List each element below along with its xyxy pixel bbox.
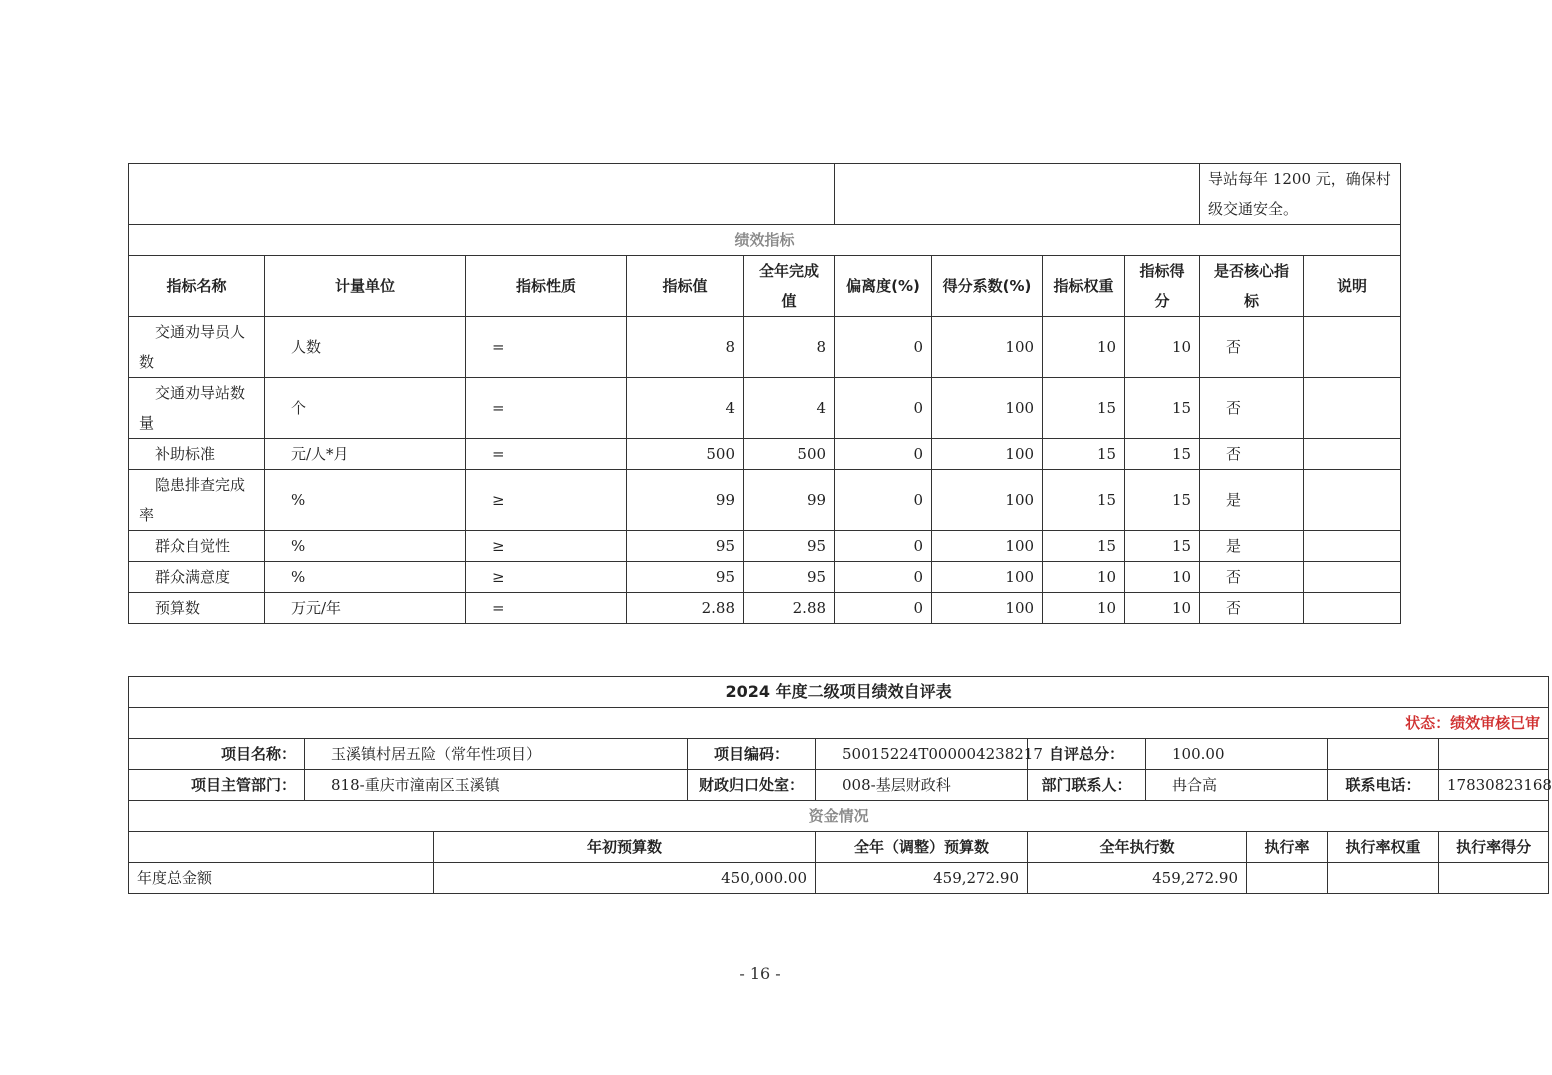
execution-rate-weight: [1328, 863, 1439, 894]
score-coefficient: 100: [932, 378, 1043, 439]
nature: ≥: [466, 470, 627, 531]
table-row: [129, 531, 1401, 562]
score: 10: [1125, 593, 1200, 624]
unit: 人数: [265, 317, 466, 378]
core-flag: 是: [1200, 531, 1304, 562]
adjusted-budget: 459,272.90: [816, 863, 1028, 894]
deviation: 0: [835, 470, 932, 531]
note: [1304, 317, 1401, 378]
dept-label: 项目主管部门：: [129, 770, 305, 801]
actual-value: 95: [744, 562, 835, 593]
score: 15: [1125, 531, 1200, 562]
actual-value: 2.88: [744, 593, 835, 624]
table-row: [129, 378, 1401, 439]
core-flag: 否: [1200, 562, 1304, 593]
weight: 10: [1043, 562, 1125, 593]
col-header: 得分系数(%): [932, 256, 1043, 317]
page-number: - 16 -: [739, 964, 781, 983]
col-header: 执行率权重: [1328, 832, 1439, 863]
table-header-row: [129, 256, 1401, 317]
actual-value: 500: [744, 439, 835, 470]
project-name-label: 项目名称：: [129, 739, 305, 770]
col-header: 指标名称: [129, 256, 265, 317]
target-value: 99: [627, 470, 744, 531]
initial-budget: 450,000.00: [434, 863, 816, 894]
note: [1304, 562, 1401, 593]
col-header: 指标值: [627, 256, 744, 317]
target-value: 2.88: [627, 593, 744, 624]
executed-amount: 459,272.90: [1028, 863, 1247, 894]
top-note: 导站每年 1200 元，确保村级交通安全。: [1200, 164, 1401, 225]
col-header: 指标性质: [466, 256, 627, 317]
unit: 万元/年: [265, 593, 466, 624]
weight: 15: [1043, 439, 1125, 470]
indicator-name: 群众满意度: [129, 562, 265, 593]
col-header: 是否核心指标: [1200, 256, 1304, 317]
nature: =: [466, 378, 627, 439]
section-title: 绩效指标: [129, 225, 1401, 256]
empty-cell: [835, 164, 1200, 225]
core-flag: 否: [1200, 378, 1304, 439]
core-flag: 否: [1200, 317, 1304, 378]
funds-row: [129, 863, 1549, 894]
nature: =: [466, 439, 627, 470]
nature: ≥: [466, 531, 627, 562]
col-header: 执行率: [1247, 832, 1328, 863]
self-score: 100.00: [1146, 739, 1328, 770]
weight: 10: [1043, 317, 1125, 378]
target-value: 4: [627, 378, 744, 439]
indicator-name: 交通劝导员人数: [129, 317, 265, 378]
score-coefficient: 100: [932, 470, 1043, 531]
indicator-name: 隐患排查完成率: [129, 470, 265, 531]
score: 15: [1125, 378, 1200, 439]
nature: ≥: [466, 562, 627, 593]
empty-cell: [1439, 739, 1549, 770]
table-row: [129, 439, 1401, 470]
unit: 个: [265, 378, 466, 439]
empty-cell: [1328, 739, 1439, 770]
contact-value: 冉合高: [1146, 770, 1328, 801]
execution-rate-score: [1439, 863, 1549, 894]
deviation: 0: [835, 317, 932, 378]
col-header: 说明: [1304, 256, 1401, 317]
col-header: 执行率得分: [1439, 832, 1549, 863]
unit: 元/人*月: [265, 439, 466, 470]
status-badge: 状态：绩效审核已审: [129, 708, 1549, 739]
continued-row: [129, 164, 1401, 225]
finance-value: 008-基层财政科: [816, 770, 1028, 801]
actual-value: 4: [744, 378, 835, 439]
table-row: [129, 562, 1401, 593]
score-coefficient: 100: [932, 593, 1043, 624]
col-header: 指标得分: [1125, 256, 1200, 317]
empty-cell: [129, 832, 434, 863]
nature: =: [466, 593, 627, 624]
funds-row-label: 年度总金额: [129, 863, 434, 894]
finance-label: 财政归口处室：: [688, 770, 816, 801]
indicator-name: 预算数: [129, 593, 265, 624]
score-coefficient: 100: [932, 562, 1043, 593]
core-flag: 是: [1200, 470, 1304, 531]
deviation: 0: [835, 439, 932, 470]
actual-value: 8: [744, 317, 835, 378]
nature: =: [466, 317, 627, 378]
dept-value: 818-重庆市潼南区玉溪镇: [305, 770, 688, 801]
score-coefficient: 100: [932, 317, 1043, 378]
deviation: 0: [835, 378, 932, 439]
core-flag: 否: [1200, 439, 1304, 470]
empty-cell: [129, 164, 835, 225]
self-evaluation-table: [128, 676, 1552, 894]
actual-value: 99: [744, 470, 835, 531]
project-name: 玉溪镇村居五险（常年性项目）: [305, 739, 688, 770]
project-code: 50015224T000004238217: [816, 739, 1028, 770]
table-row: [129, 317, 1401, 378]
col-header: 全年（调整）预算数: [816, 832, 1028, 863]
contact-label: 部门联系人：: [1028, 770, 1146, 801]
unit: %: [265, 562, 466, 593]
weight: 15: [1043, 470, 1125, 531]
score-coefficient: 100: [932, 531, 1043, 562]
note: [1304, 531, 1401, 562]
score: 10: [1125, 562, 1200, 593]
weight: 15: [1043, 531, 1125, 562]
actual-value: 95: [744, 531, 835, 562]
note: [1304, 439, 1401, 470]
self-score-label: 自评总分：: [1028, 739, 1146, 770]
phone-label: 联系电话：: [1328, 770, 1439, 801]
score-coefficient: 100: [932, 439, 1043, 470]
unit: %: [265, 531, 466, 562]
score: 15: [1125, 439, 1200, 470]
table-row: [129, 470, 1401, 531]
deviation: 0: [835, 593, 932, 624]
deviation: 0: [835, 531, 932, 562]
col-header: 全年执行数: [1028, 832, 1247, 863]
target-value: 500: [627, 439, 744, 470]
deviation: 0: [835, 562, 932, 593]
funds-header-row: [129, 832, 1549, 863]
indicator-name: 交通劝导站数量: [129, 378, 265, 439]
score: 10: [1125, 317, 1200, 378]
note: [1304, 593, 1401, 624]
project-code-label: 项目编码：: [688, 739, 816, 770]
phone-value: 17830823168: [1439, 770, 1549, 801]
weight: 15: [1043, 378, 1125, 439]
target-value: 95: [627, 531, 744, 562]
performance-indicator-table: [128, 163, 1401, 624]
target-value: 95: [627, 562, 744, 593]
core-flag: 否: [1200, 593, 1304, 624]
col-header: 计量单位: [265, 256, 466, 317]
form-title: 2024 年度二级项目绩效自评表: [129, 677, 1549, 708]
col-header: 偏离度(%): [835, 256, 932, 317]
funds-section-title: 资金情况: [129, 801, 1549, 832]
department-info-row: [129, 770, 1549, 801]
target-value: 8: [627, 317, 744, 378]
score: 15: [1125, 470, 1200, 531]
weight: 10: [1043, 593, 1125, 624]
indicator-name: 补助标准: [129, 439, 265, 470]
table-row: [129, 593, 1401, 624]
col-header: 指标权重: [1043, 256, 1125, 317]
note: [1304, 378, 1401, 439]
col-header: 全年完成值: [744, 256, 835, 317]
execution-rate: [1247, 863, 1328, 894]
unit: %: [265, 470, 466, 531]
project-info-row: [129, 739, 1549, 770]
indicator-name: 群众自觉性: [129, 531, 265, 562]
note: [1304, 470, 1401, 531]
col-header: 年初预算数: [434, 832, 816, 863]
